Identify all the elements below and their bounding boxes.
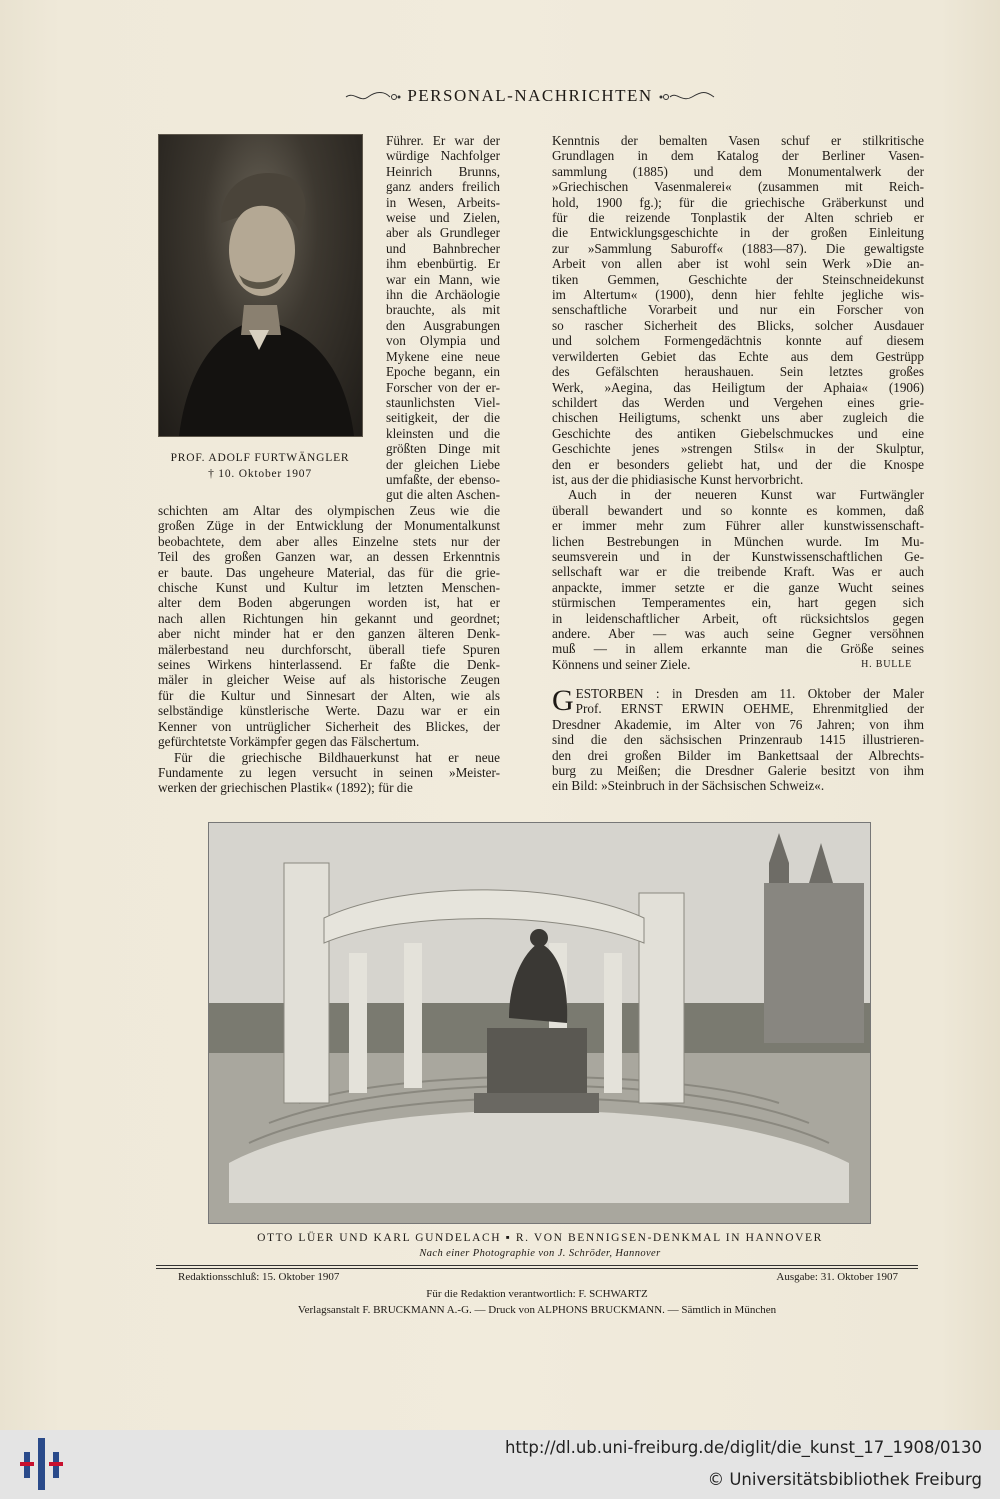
text-line: den drei großen Bilder im Bankettsaal der Albrechts-: [552, 747, 924, 763]
text-line: nach allen Richtungen hin gekannt und geordnet;: [158, 610, 500, 626]
text-line: beobachtete, dem aber alles Einzelne stets nur der: [158, 533, 500, 549]
text-line: werken der griechischen Plastik« (1892); für die: [158, 780, 413, 796]
text-line: mälerbestand neu durchforscht, überall tiefe Spuren: [158, 641, 500, 657]
text-line: und solchem Formengedächtnis konnte auf diesem: [552, 333, 924, 349]
right-ornament-icon: [658, 91, 716, 103]
monument-photo: [208, 822, 871, 1224]
footer-deadline: Redaktionsschluß: 15. Oktober 1907: [178, 1271, 340, 1283]
text-line: so rascher Sicherheit des Blicks, solcher Ausdauer: [552, 317, 924, 333]
text-line: lichen Bestrebungen in München wurde. Im Mu-: [552, 533, 924, 549]
text-line: und Bahnbrecher: [386, 240, 500, 256]
text-line: für die reizende Tonplastik der Alten schrieb er: [552, 210, 924, 226]
text-line: Heinrich Brunns,: [386, 163, 500, 179]
portrait-caption-date: † 10. Oktober 1907: [208, 468, 312, 480]
text-line: chischen Heiligtums, schenkt uns aber zugleich die: [552, 410, 924, 426]
article-right-column: [552, 133, 924, 672]
text-line: Teil des großen Ganzen war, an dessen Erkenntnis: [158, 549, 500, 565]
text-line: ihm ebenbürtig. Er: [386, 256, 500, 272]
text-line: von Olympia und: [386, 333, 500, 349]
text-line: mäler in gleicher Weise auf als historische Zeugen: [158, 672, 500, 688]
text-line: den Ausgrabungen: [386, 317, 500, 333]
text-line: ganz anders freilich: [386, 179, 500, 195]
monument-caption: OTTO LÜER UND KARL GUNDELACH ▪ R. VON BENNIGSEN-DENKMAL IN HANNOVER: [257, 1232, 823, 1244]
text-line: burg zu Meißen; die Dresdner Galerie besitzt von ihm: [552, 763, 924, 779]
portrait-photo: [158, 134, 363, 437]
footer-issue-date: Ausgabe: 31. Oktober 1907: [776, 1271, 898, 1283]
text-line: sellschaft war er die treibende Kraft. Was er auch: [552, 564, 924, 580]
portrait-caption-name: PROF. ADOLF FURTWÄNGLER: [170, 452, 350, 464]
text-line: muß — in allem erkannte man die Größe seines: [552, 641, 924, 657]
text-line: andere. Aber — was auch seine Gegner versöhnen: [552, 626, 924, 641]
text-line: Werk, »Aegina, das Heiligtum der Aphaia« (1906): [552, 379, 924, 395]
text-line: Könnens und seiner Ziele. H. BULLE: [552, 656, 912, 672]
text-line: Fundamente zu legen versucht in seinen »Meister-: [158, 764, 500, 780]
text-line: Für die griechische Bildhauerkunst hat er neue: [174, 749, 500, 765]
monument-credit: Nach einer Photographie von J. Schröder, Hannover: [419, 1248, 661, 1259]
text-line: anpackte, immer setzte er die ganze Wucht seines: [552, 579, 924, 595]
footer-rule-top: [156, 1265, 918, 1266]
text-line: ESTORBEN : in Dresden am 11. Oktober der Maler: [575, 686, 924, 701]
portrait-figure-icon: [159, 135, 362, 436]
footer-publisher: Verlagsanstalt F. BRUCKMANN A.-G. — Druck von ALPHONS BRUCKMANN. — Sämtlich in München: [297, 1304, 777, 1316]
text-line: gut die alten Aschen-: [386, 487, 500, 503]
text-line: senschaftliche Vorarbeit und nur ein Forscher von: [552, 302, 924, 318]
footer-dates: [178, 1271, 898, 1285]
copyright-notice: © Universitätsbibliothek Freiburg: [707, 1470, 982, 1489]
text-line: staunlichsten Viel-: [386, 394, 500, 410]
text-line: in leidenschaftlicher Arbeit, oft rücksichtslos gegen: [552, 610, 924, 626]
portrait-caption: [140, 450, 380, 482]
text-line: Geschichte des antiken Giebelschmuckes und eine: [552, 425, 924, 441]
ub-freiburg-logo-icon: [20, 1438, 64, 1490]
text-line: er baute. Das ungeheure Material, das für die grie-: [158, 564, 500, 580]
text-line: aber als Grundleger: [386, 225, 500, 241]
text-line: seumsverein und in der Kunstwissenschaftlichen Ge-: [552, 548, 924, 564]
document-url-link[interactable]: http://dl.ub.uni-freiburg.de/diglit/die_kunst_17_1908/0130: [504, 1438, 982, 1457]
text-line: großen Züge in der Entwicklung der Monumentalkunst: [158, 518, 500, 534]
text-line: der gleichen Liebe: [386, 456, 500, 472]
text-line: Dresdner Akademie, im Alter von 76 Jahren; von ihm: [552, 716, 924, 732]
text-line: aber nicht minder hat er den ganzen älteren Denk-: [158, 626, 500, 642]
text-line: »Griechischen Vasenmalerei« (zusammen mit Reich-: [552, 179, 924, 195]
text-line: seines Wirkens hinterlassend. Er faßte die Denk-: [158, 657, 500, 673]
text-line: hold, 1900 fg.); für die griechische Gräberkunst und: [552, 194, 924, 210]
text-line: gefürchtetste Vorkämpfer gegen das Fälschertum.: [158, 734, 420, 750]
text-line: Epoche begann, ein: [386, 364, 500, 380]
text-line: Führer. Er war der: [386, 133, 500, 148]
obituary-notice: [552, 686, 924, 794]
text-line: sammlung (1885) und dem Monumentalwerk der: [552, 163, 924, 179]
text-line: Kenner von untrüglicher Sicherheit des Blickes, der: [158, 718, 500, 734]
text-line: Kenntnis der bemalten Vasen schuf er stilkritische: [552, 133, 924, 148]
article-narrow-column: [386, 133, 500, 503]
monument-drawing-icon: [209, 823, 870, 1223]
text-line: seitigkeit, der die: [386, 410, 500, 426]
text-line: verwilderten Gebiet das Echte aus dem Gestrüpp: [552, 348, 924, 364]
text-line: Geschichte jenes »strengen Stils« in der Skulptur,: [552, 441, 924, 457]
page-header: [300, 86, 760, 110]
text-line: in Wesen, Arbeits-: [386, 194, 500, 210]
text-line: Prof. ERNST ERWIN OEHME, Ehrenmitglied der: [575, 701, 924, 717]
page-title: PERSONAL-NACHRICHTEN: [407, 86, 653, 105]
article-signature: H. BULLE: [861, 658, 912, 670]
text-line: schildert das Werden und Vergehen eines grie-: [552, 394, 924, 410]
text-line: Forscher von der er-: [386, 379, 500, 395]
text-line: schichten am Altar des olympischen Zeus wie die: [158, 503, 500, 518]
text-line: zur »Sammlung Saburoff« (1883—87). Die gewaltigste: [552, 240, 924, 256]
text-line: die Entwicklungsgeschichte in der großen Einleitung: [552, 225, 924, 241]
text-line: im Altertum« (1900), denn hier fehlte jegliche wis-: [552, 287, 924, 303]
text-line: Mykene eine neue: [386, 348, 500, 364]
text-line: überall bewandert und so konnte es kommen, daß: [552, 502, 924, 518]
text-line: ihn die Archäologie: [386, 287, 500, 303]
text-line: selbständige künstlerische Werte. Dazu war er ein: [158, 703, 500, 719]
text-line: des Gefälschten heraushauen. Sein letztes großes: [552, 364, 924, 380]
text-line: würdige Nachfolger: [386, 148, 500, 164]
text-line: ein Bild: »Steinbruch in der Sächsischen Schweiz«.: [552, 778, 825, 794]
left-ornament-icon: [344, 91, 402, 103]
text-line: für die Kultur und Sinnesart der Alten, wie als: [158, 687, 500, 703]
text-line: sind die den sächsischen Prinzenraub 1415 illustrieren-: [552, 732, 924, 748]
text-line: ist, aus der die phidiasische Kunst hervorbricht.: [552, 471, 804, 487]
library-bar: [0, 1430, 1000, 1499]
text-line: umfaßte, der ebenso-: [386, 471, 500, 487]
footer-responsible: Für die Redaktion verantwortlich: F. SCHWARTZ: [426, 1288, 648, 1300]
text-line: chische Kunst und Kultur im letzten Menschen-: [158, 580, 500, 596]
text-line: größten Dinge mit: [386, 441, 500, 457]
text-line: weise und Zielen,: [386, 210, 500, 226]
text-line: tiken Gemmen, Geschichte der Steinschneidekunst: [552, 271, 924, 287]
text-line: Arbeit von allen aber ist wohl sein Werk »Die an-: [552, 256, 924, 272]
article-left-column: [158, 503, 500, 796]
text-line: kleinsten und die: [386, 425, 500, 441]
text-line: den er besonders geliebt hat, und der die Knospe: [552, 456, 924, 472]
text-line: war ein Mann, wie: [386, 271, 500, 287]
text-line: Auch in der neueren Kunst war Furtwängler: [568, 487, 924, 503]
text-line: brauchte, als mit: [386, 302, 500, 318]
obituary-dropcap: G: [552, 684, 574, 717]
text-line: er immer mehr zum Führer aller kunstwissenschaft-: [552, 518, 924, 534]
footer-rule-bottom: [156, 1268, 918, 1269]
text-line: alter dem Boden abgerungen worden ist, hat er: [158, 595, 500, 611]
text-line: Grundlagen in dem Katalog der Berliner Vasen-: [552, 148, 924, 164]
text-line: stürmischen Temperamentes ein, hart gegen sich: [552, 595, 924, 611]
